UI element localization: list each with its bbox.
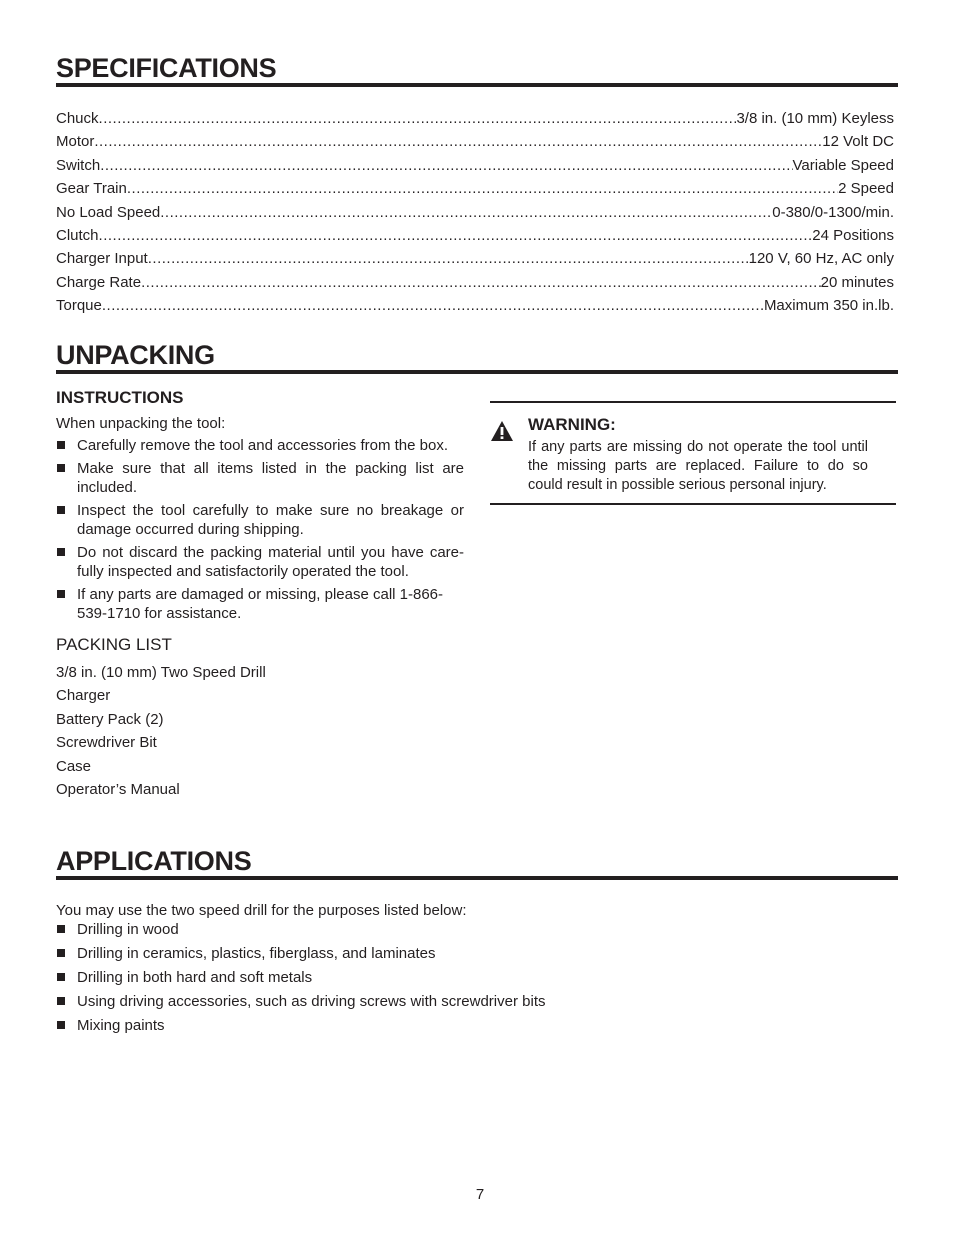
packing-list-heading: PACKING LIST	[56, 635, 172, 654]
instructions-intro: When unpacking the tool:	[56, 415, 226, 432]
applications-list	[56, 920, 898, 1035]
list-item-text: Make sure that all items listed in the packing list are included.	[77, 460, 464, 496]
packing-item: Operator’s Manual	[56, 781, 180, 799]
leader-dots	[127, 180, 838, 197]
specifications-title: SPECIFICATIONS	[56, 55, 898, 87]
specifications-list	[56, 110, 894, 321]
packing-item: Charger	[56, 687, 111, 705]
spec-label: Motor	[56, 133, 95, 151]
leader-dots	[99, 110, 737, 127]
list-item	[56, 501, 464, 539]
spec-label: Torque	[56, 297, 102, 315]
spec-value: Variable Speed	[792, 156, 894, 174]
square-bullet-icon	[57, 464, 65, 472]
spec-value: Maximum 350 in.lb.	[763, 297, 894, 315]
list-item	[56, 543, 464, 581]
square-bullet-icon	[57, 925, 65, 933]
spec-row-switch	[56, 157, 894, 180]
spec-value: 20 minutes	[820, 273, 894, 291]
manual-page	[56, 0, 898, 1235]
page-number: 7	[475, 1186, 485, 1203]
list-item	[56, 920, 898, 939]
spec-label: Gear Train	[56, 180, 127, 198]
list-item	[56, 992, 898, 1011]
spec-label: Switch	[56, 156, 101, 174]
spec-label: Clutch	[56, 226, 99, 244]
spec-row-no-load-speed	[56, 204, 894, 227]
square-bullet-icon	[57, 949, 65, 957]
packing-list	[56, 661, 464, 801]
packing-item: Battery Pack (2)	[56, 710, 164, 728]
leader-dots	[148, 250, 749, 267]
warning-heading: WARNING:	[528, 415, 616, 434]
applications-section	[56, 901, 898, 1040]
spec-value: 3/8 in. (10 mm) Keyless	[736, 110, 894, 127]
spec-label: Charge Rate	[56, 273, 142, 291]
spec-value: 2 Speed	[838, 180, 894, 198]
spec-value: 120 V, 60 Hz, AC only	[748, 250, 894, 268]
warning-box	[490, 401, 896, 505]
spec-row-charge-rate	[56, 274, 894, 297]
square-bullet-icon	[57, 1021, 65, 1029]
spec-label: Charger Input	[56, 250, 148, 268]
list-item-text: Mixing paints	[77, 1017, 165, 1034]
list-item-text: Do not discard the packing material until you have care-fully inspected and satisfactorily operated the tool.	[77, 544, 464, 580]
unpacking-instructions	[56, 388, 464, 801]
square-bullet-icon	[57, 506, 65, 514]
square-bullet-icon	[57, 548, 65, 556]
list-item	[56, 585, 464, 623]
square-bullet-icon	[57, 973, 65, 981]
list-item	[56, 436, 464, 455]
square-bullet-icon	[57, 441, 65, 449]
applications-intro: You may use the two speed drill for the purposes listed below:	[56, 902, 467, 919]
leader-dots	[160, 204, 772, 221]
spec-row-charger-input	[56, 250, 894, 273]
spec-row-clutch	[56, 227, 894, 250]
spec-value: 24 Positions	[812, 226, 894, 244]
square-bullet-icon	[57, 590, 65, 598]
leader-dots	[141, 274, 821, 291]
leader-dots	[100, 157, 792, 174]
spec-row-gear-train	[56, 180, 894, 203]
spec-label: Chuck	[56, 110, 99, 127]
leader-dots	[102, 297, 764, 314]
spec-row-motor	[56, 133, 894, 156]
packing-item: Case	[56, 757, 92, 775]
unpacking-title: UNPACKING	[56, 342, 898, 374]
spec-row-chuck	[56, 110, 894, 133]
list-item-text: Drilling in ceramics, plastics, fiberglass, and laminates	[77, 945, 436, 962]
list-item	[56, 1016, 898, 1035]
instructions-list	[56, 436, 464, 623]
warning-text: If any parts are missing do not operate the tool until the missing parts are replaced. Failure to do so could result in possible serious personal injury.	[528, 439, 868, 493]
spec-value: 12 Volt DC	[822, 133, 894, 151]
list-item-text: If any parts are damaged or missing, please call 1-866-539-1710 for assistance.	[77, 586, 444, 622]
list-item-text: Carefully remove the tool and accessories from the box.	[77, 437, 449, 454]
warning-triangle-icon	[491, 421, 513, 441]
spec-label: No Load Speed	[56, 203, 161, 221]
square-bullet-icon	[57, 997, 65, 1005]
packing-item: Screwdriver Bit	[56, 734, 157, 752]
list-item	[56, 968, 898, 987]
leader-dots	[99, 227, 813, 244]
applications-title: APPLICATIONS	[56, 848, 898, 880]
spec-value: 0-380/0-1300/min.	[772, 203, 894, 221]
list-item-text: Drilling in both hard and soft metals	[77, 969, 313, 986]
list-item	[56, 944, 898, 963]
list-item-text: Using driving accessories, such as driving screws with screwdriver bits	[77, 993, 546, 1010]
list-item-text: Inspect the tool carefully to make sure no breakage or damage occurred during shipping.	[77, 502, 464, 538]
list-item-text: Drilling in wood	[77, 921, 179, 938]
list-item	[56, 459, 464, 497]
spec-row-torque	[56, 297, 894, 320]
instructions-heading: INSTRUCTIONS	[56, 388, 184, 407]
packing-item: 3/8 in. (10 mm) Two Speed Drill	[56, 664, 266, 681]
leader-dots	[94, 133, 822, 150]
